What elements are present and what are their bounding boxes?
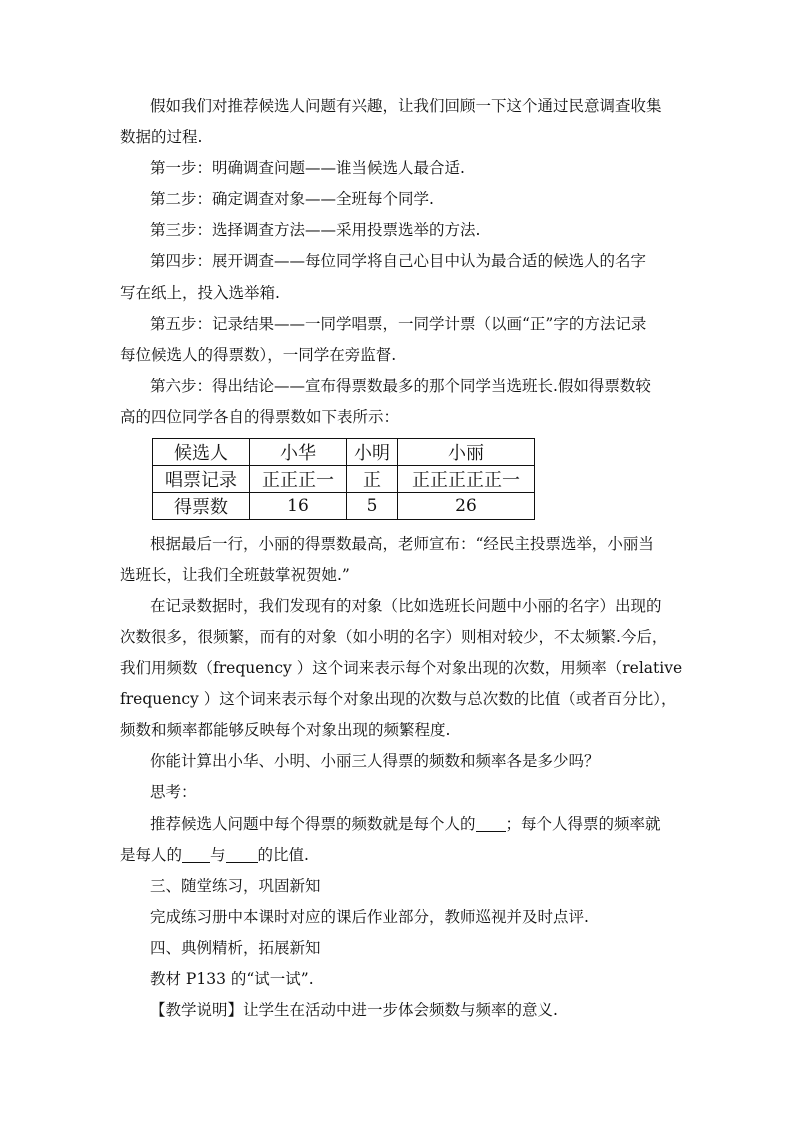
frequency-line-1: 在记录数据时，我们发现有的对象（比如选班长问题中小丽的名字）出现的 [150,597,662,615]
think-text: 是每人的 [120,846,183,864]
tally-cell: 正正正一 [250,466,347,493]
think-text: 推荐候选人问题中每个得票的频数就是每个人的 [150,815,476,833]
table-row [153,439,535,466]
step-4-line-2: 写在纸上，投入选举箱. [120,284,280,302]
teaching-note-tag: 【教学说明】 [150,1001,244,1019]
step-5-line-2: 每位候选人的得票数），一同学在旁监督. [120,346,397,364]
intro-line-1: 假如我们对推荐候选人问题有兴趣，让我们回顾一下这个通过民意调查收集 [150,97,662,115]
think-text: ；每个人得票的频率就 [505,815,661,833]
think-text: 与 [210,846,226,864]
table-header-cell: 候选人 [153,439,250,466]
count-cell: 16 [250,493,347,520]
step-4-line-1: 第四步：展开调查——每位同学将自己心目中认为最合适的候选人的名字 [150,252,647,270]
think-text: 的比值. [257,846,309,864]
tally-cell: 正 [347,466,398,493]
count-cell: 5 [347,493,398,520]
table-header-cell: 小华 [250,439,347,466]
section-4-body: 教材 P133 的“试一试”. [150,970,314,988]
frequency-line-5: 频数和频率都能够反映每个对象出现的频繁程度. [120,721,451,739]
table-row [153,466,535,493]
teaching-note [150,999,710,1021]
intro-line-2: 数据的过程. [120,128,203,146]
table-header-cell: 小明 [347,439,398,466]
vote-table [152,438,535,520]
question-line: 你能计算出小华、小明、小丽三人得票的频数和频率各是多少吗？ [150,752,600,770]
think-line-2 [120,844,680,866]
tally-cell: 正正正正正一 [398,466,535,493]
section-3-body: 完成练习册中本课时对应的课后作业部分，教师巡视并及时点评. [150,908,589,926]
step-2: 第二步：确定调查对象——全班每个同学. [150,190,434,208]
fill-blank [182,846,210,863]
count-cell: 26 [398,493,535,520]
fill-blank [476,815,506,832]
think-line-1 [150,813,710,835]
frequency-line-2: 次数很多，很频繁，而有的对象（如小明的名字）则相对较少，不太频繁.今后， [120,628,668,646]
step-6-line-1: 第六步：得出结论——宣布得票数最多的那个同学当选班长.假如得票数较 [150,377,651,395]
teaching-note-text: 让学生在活动中进一步体会频数与频率的意义. [243,1001,558,1019]
table-header-cell: 小丽 [398,439,535,466]
table-row [153,493,535,520]
step-5-line-1: 第五步：记录结果——一同学唱票，一同学计票（以画“正”字的方法记录 [150,315,647,333]
table-row-label: 唱票记录 [153,466,250,493]
result-line-2: 选班长，让我们全班鼓掌祝贺她.” [120,566,350,584]
section-4-title: 四、典例精析，拓展新知 [150,939,321,957]
frequency-line-4: frequency ）这个词来表示每个对象出现的次数与总次数的比值（或者百分比）， [120,690,677,708]
result-line-1: 根据最后一行，小丽的得票数最高，老师宣布：“经民主投票选举，小丽当 [150,535,654,553]
think-label: 思考： [150,783,197,801]
step-6-line-2: 高的四位同学各自的得票数如下表所示： [120,408,400,426]
step-1: 第一步：明确调查问题——谁当候选人最合适. [150,159,465,177]
table-row-label: 得票数 [153,493,250,520]
section-3-title: 三、随堂练习，巩固新知 [150,877,321,895]
fill-blank [226,846,258,863]
step-3: 第三步：选择调查方法——采用投票选举的方法. [150,221,481,239]
frequency-line-3: 我们用频数（frequency ）这个词来表示每个对象出现的次数，用频率（relative [120,659,683,677]
